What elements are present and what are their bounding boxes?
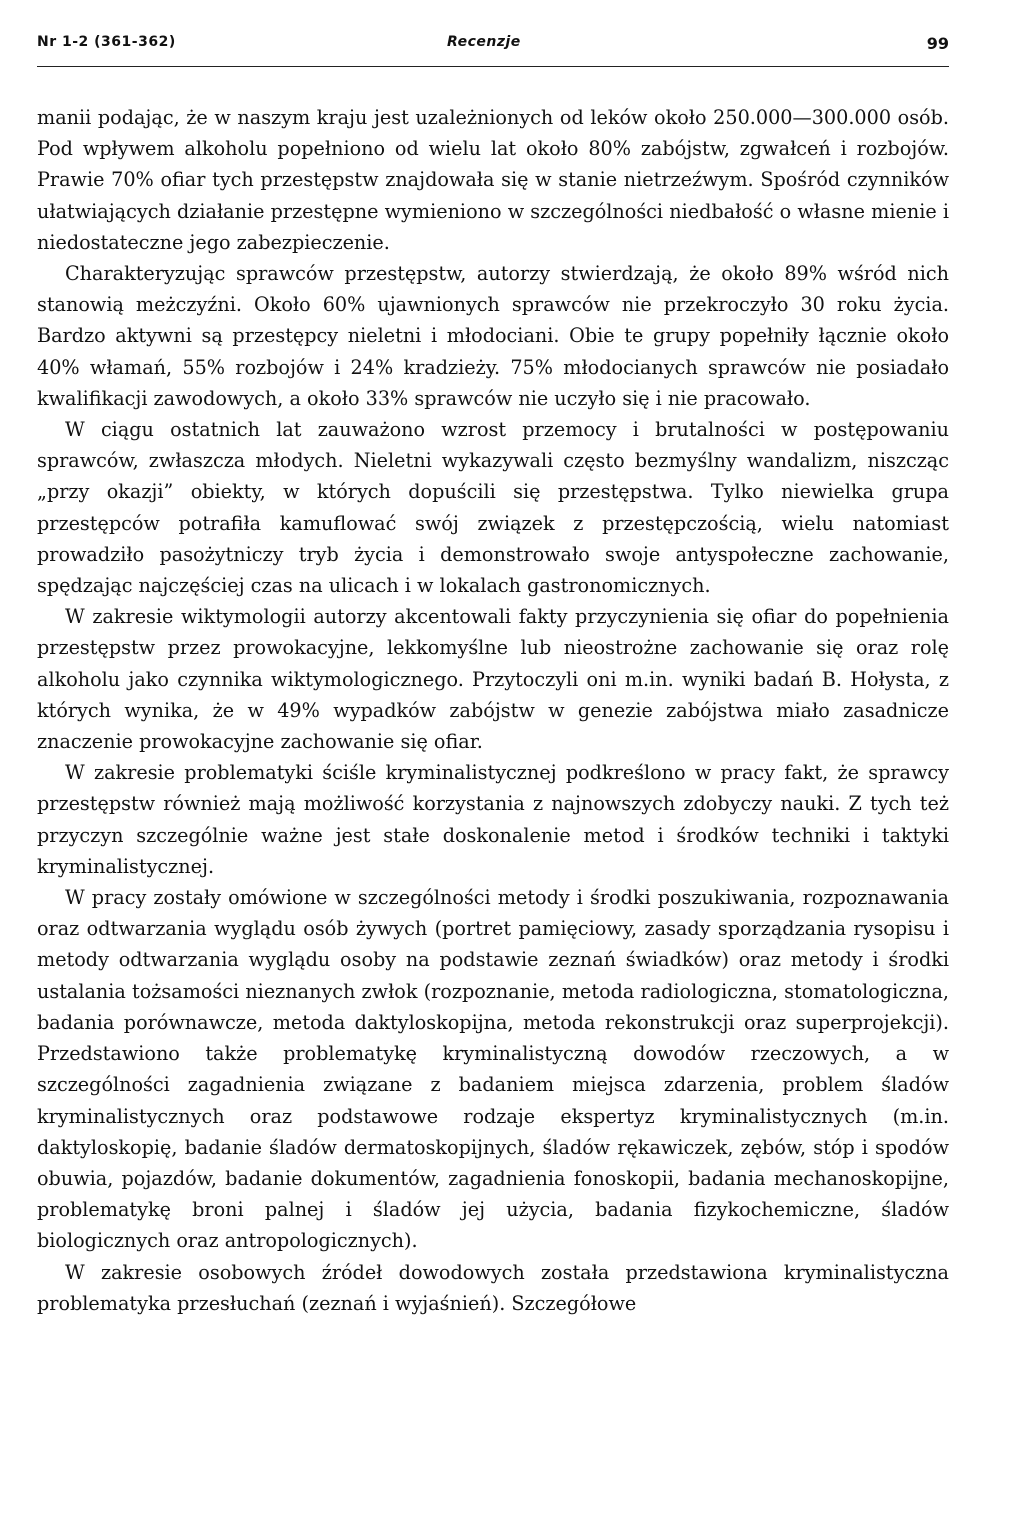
page-number: 99 (926, 34, 949, 53)
issue-number: Nr 1-2 (361-362) (37, 34, 176, 50)
paragraph-perpetrators: Charakteryzując sprawców przestępstw, autorzy stwierdzają, że około 89% wśród nich stanowią meżczyźni. Około 60% ujawnionych sprawców nie przekroczyło 30 roku życia. Bardzo aktywni są przestępcy nieletni i młodociani. Obie te grupy popełniły łącznie około 40% włamań, 55% rozbojów i 24% kradzieży. 75% młodocianych sprawców nie posiadało kwalifikacji zawodowych, a około 33% sprawców nie uczyło się i nie pracowało. (37, 262, 949, 410)
paragraph-interrogation: W zakresie osobowych źródeł dowodowych została przedstawiona kryminalistyczna problematyka przesłuchań (zeznań i wyjaśnień). Szczegółowe (37, 1260, 949, 1315)
body-text (37, 102, 949, 1319)
paragraph-victimology: W zakresie wiktymologii autorzy akcentowali fakty przyczynienia się ofiar do popełnienia przestępstw przez prowokacyjne, lekkomyślne lub nieostrożne zachowanie się oraz rolę alkoholu jako czynnika wiktymologicznego. Przytoczyli oni m.in. wyniki badań B. Hołysta, z których wynika, że w 49% wypadków zabójstw w genezie zabójstwa miało zasadnicze znaczenie prowokacyjne zachowanie się ofiar. (37, 605, 949, 754)
paragraph-continued: manii podając, że w naszym kraju jest uzależnionych od leków około 250.000—300.000 osób. Pod wpływem alkoholu popełniono od wielu lat około 80% zabójstw, zgwałceń i rozbojów. Prawie 70% ofiar tych przestępstw znajdowała się w stanie nietrzeźwym. Spośród czynników ułatwiających działanie przestępne wymieniono w szczególności niedbałość o własne mienie i niedostateczne jego zabezpieczenie. (37, 106, 949, 254)
paragraph-criminalistics: W zakresie problematyki ściśle kryminalistycznej podkreślono w pracy fakt, że sprawcy przestępstw również mają możliwość korzystania z najnowszych zdobyczy nauki. Z tych też przyczyn szczególnie ważne jest stałe doskonalenie metod i środków techniki i taktyki kryminalistycznej. (37, 761, 949, 878)
section-title: Recenzje (447, 34, 521, 50)
running-head (37, 22, 949, 52)
header-rule (37, 66, 949, 67)
paragraph-methods: W pracy zostały omówione w szczególności metody i środki poszukiwania, rozpoznawania oraz odtwarzania wyglądu osób żywych (portret pamięciowy, zasady sporządzania rysopisu i metody odtwarzania wyglądu osoby na podstawie zeznań świadków) oraz metody i środki ustalania tożsamości nieznanych zwłok (rozpoznanie, metoda radiologiczna, stomatologiczna, badania porównawcze, metoda daktyloskopijna, metoda rekonstrukcji oraz superprojekcji). Przedstawiono także problematykę kryminalistyczną dowodów rzeczowych, a w szczególności zagadnienia związane z badaniem miejsca zdarzenia, problem śladów kryminalistycznych oraz podstawowe rodzaje ekspertyz kryminalistycznych (m.in. daktyloskopię, badanie śladów dermatoskopijnych, śladów rękawiczek, zębów, stóp i spodów obuwia, pojazdów, badanie dokumentów, zagadnienia fonoskopii, badania mechanoskopijne, problematykę broni palnej i śladów jej użycia, badania fizykochemiczne, śladów biologicznych oraz antropologicznych). (37, 886, 949, 1253)
document-page (37, 22, 949, 1315)
paragraph-violence: W ciągu ostatnich lat zauważono wzrost przemocy i brutalności w postępowaniu sprawców, zwłaszcza młodych. Nieletni wykazywali często bezmyślny wandalizm, niszcząc „przy okazji” obiekty, w których dopuścili się przestępstwa. Tylko niewielka grupa przestępców potrafiła kamuflować swój związek z przestępczością, wielu natomiast prowadziło pasożytniczy tryb życia i demonstrowało swoje antyspołeczne zachowanie, spędzając najczęściej czas na ulicach i w lokalach gastronomicznych. (37, 418, 949, 598)
